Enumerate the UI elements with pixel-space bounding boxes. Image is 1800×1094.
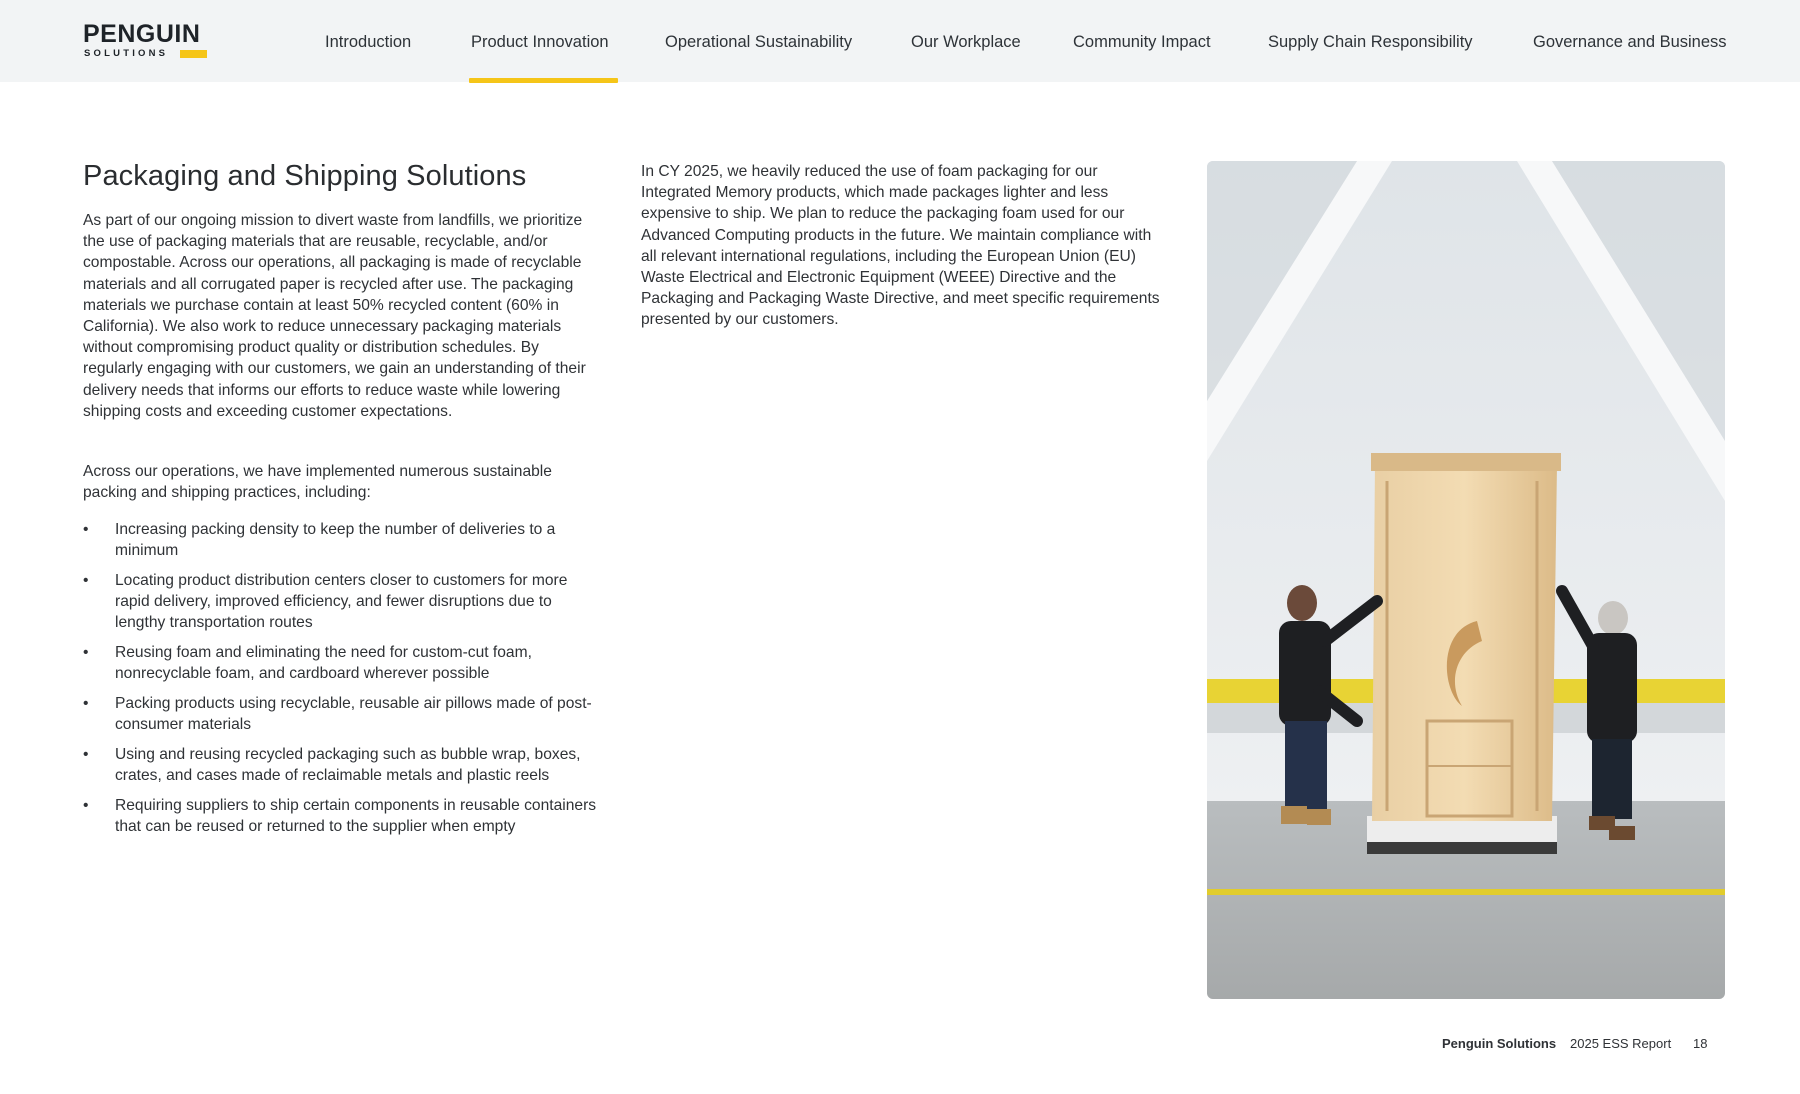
list-item-text: Locating product distribution centers closer to customers for more rapid delivery, improved efficiency, and fewer disruptions due to lengthy transportation routes bbox=[115, 572, 568, 631]
foam-reduction-paragraph: In CY 2025, we heavily reduced the use of foam packaging for our Integrated Memory products, which made packages lighter and less expensive to ship. We plan to reduce the packaging foam used for our Advanced Computing products in the future. We maintain compliance with all relevant international regulations, including the European Union (EU) Waste Electrical and Electronic Equipment (WEEE) Directive and the Packaging and Packaging Waste Directive, and meet specific requirements presented by our customers. bbox=[641, 163, 1160, 329]
nav-introduction[interactable]: Introduction bbox=[325, 33, 412, 51]
list-item-text: Increasing packing density to keep the number of deliveries to a minimum bbox=[115, 521, 556, 559]
list-item bbox=[83, 744, 603, 786]
list-item bbox=[83, 795, 603, 837]
bullet-icon: • bbox=[83, 797, 89, 814]
footer-report-name: 2025 ESS Report bbox=[1570, 1036, 1672, 1051]
logo-accent-bar bbox=[180, 50, 207, 58]
warehouse-crate-photo bbox=[1207, 161, 1725, 999]
list-item-text: Using and reusing recycled packaging such as bubble wrap, boxes, crates, and cases made of reclaimable metals and plastic reels bbox=[115, 746, 581, 784]
nav-governance-and-business[interactable]: Governance and Business bbox=[1533, 33, 1727, 51]
list-item-text: Requiring suppliers to ship certain components in reusable containers that can be reused or returned to the supplier when empty bbox=[115, 797, 597, 835]
list-item-text: Reusing foam and eliminating the need for custom-cut foam, nonrecyclable foam, and cardboard wherever possible bbox=[115, 644, 532, 682]
nav-operational-sustainability[interactable]: Operational Sustainability bbox=[665, 33, 853, 51]
nav-product-innovation[interactable]: Product Innovation bbox=[471, 33, 609, 51]
penguin-solutions-logo[interactable] bbox=[83, 22, 213, 62]
photo-illustration bbox=[1207, 161, 1725, 999]
bullet-icon: • bbox=[83, 746, 89, 763]
bullet-icon: • bbox=[83, 644, 89, 661]
top-navigation-bar bbox=[0, 0, 1800, 82]
bullet-icon: • bbox=[83, 572, 89, 589]
intro-paragraph: As part of our ongoing mission to divert waste from landfills, we prioritize the use of packaging materials that are reusable, recyclable, and/or compostable. Across our operations, all packaging is made of recyclable materials and all corrugated paper is recycled after use. The packaging materials we purchase contain at least 50% recycled content (60% in California). We also work to reduce unnecessary packaging materials without compromising product quality or distribution schedules. By regularly engaging with our customers, we gain an understanding of their delivery needs that informs our efforts to reduce waste while lowering shipping costs and exceeding customer expectations. bbox=[83, 212, 586, 420]
logo-subtitle: SOLUTIONS bbox=[84, 48, 169, 59]
list-item bbox=[83, 642, 603, 684]
nav-our-workplace[interactable]: Our Workplace bbox=[911, 33, 1021, 51]
bullet-icon: • bbox=[83, 521, 89, 538]
nav-community-impact[interactable]: Community Impact bbox=[1073, 33, 1211, 51]
logo-wordmark: PENGUIN bbox=[83, 20, 201, 48]
footer-company-name: Penguin Solutions bbox=[1442, 1036, 1557, 1051]
list-item bbox=[83, 519, 603, 561]
list-item bbox=[83, 570, 603, 633]
list-item bbox=[83, 693, 603, 735]
practices-intro-paragraph: Across our operations, we have implemented numerous sustainable packing and shipping practices, including: bbox=[83, 463, 552, 502]
page-title: Packaging and Shipping Solutions bbox=[83, 160, 527, 192]
list-item-text: Packing products using recyclable, reusable air pillows made of post-consumer materials bbox=[115, 695, 592, 733]
nav-supply-chain-responsibility[interactable]: Supply Chain Responsibility bbox=[1268, 33, 1473, 51]
bullet-icon: • bbox=[83, 695, 89, 712]
page-number: 18 bbox=[1693, 1036, 1708, 1051]
practices-list bbox=[83, 519, 603, 846]
active-tab-indicator bbox=[469, 78, 618, 83]
